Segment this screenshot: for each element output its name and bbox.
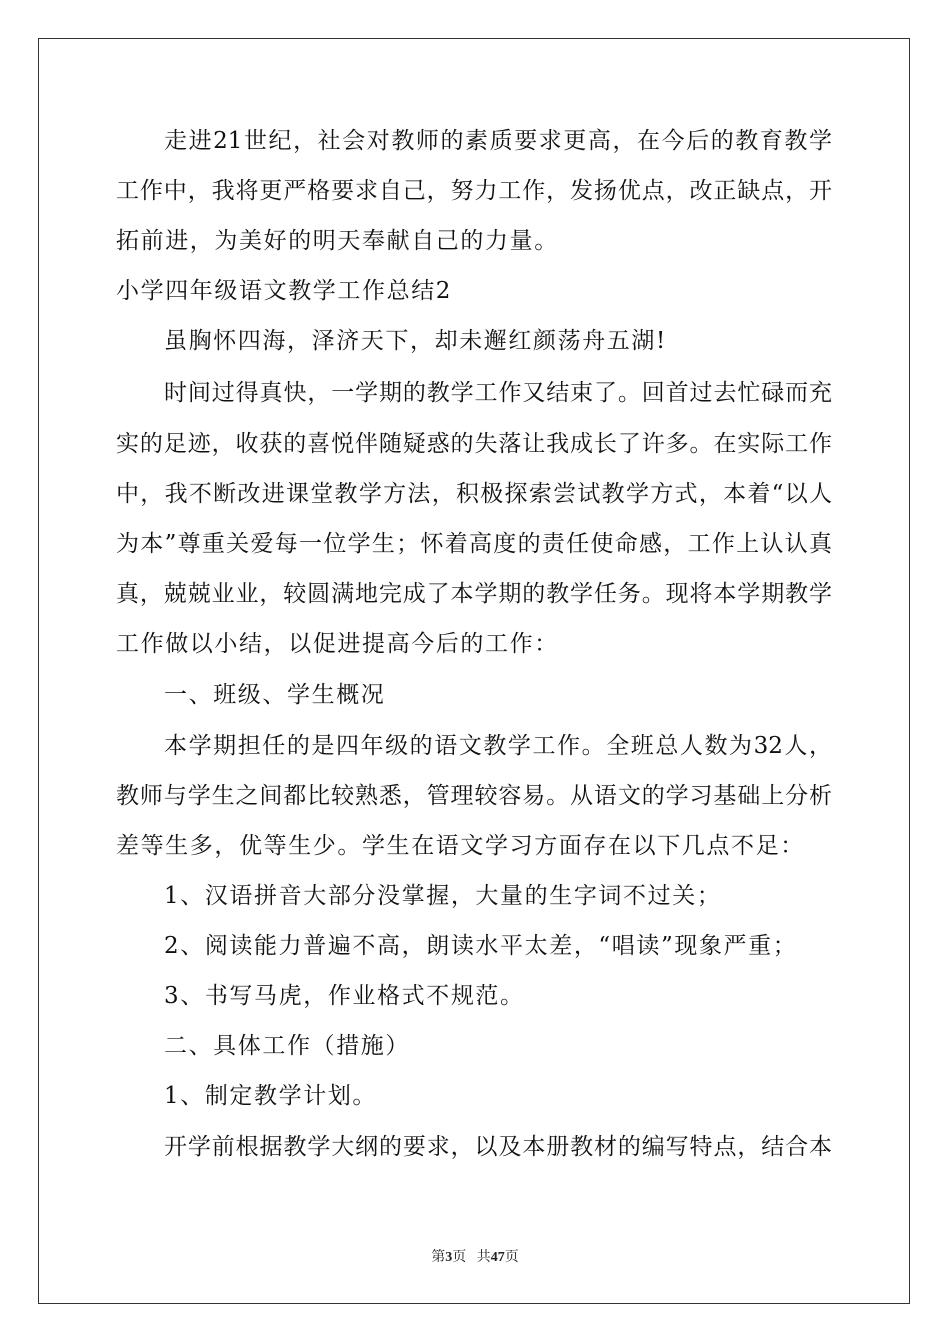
list-item: 1、制定教学计划。 <box>164 1083 378 1109</box>
list-item: 3、书写马虎，作业格式不规范。 <box>164 983 525 1009</box>
footer-suffix: 页 <box>504 1250 519 1265</box>
footer-middle: 页 共 <box>452 1250 491 1265</box>
section-title: 小学四年级语文教学工作总结2 <box>116 278 453 304</box>
footer-page-number: 3 <box>445 1250 453 1265</box>
text-line: 工作做以小结，以促进提高今后的工作： <box>116 631 559 657</box>
text-line: 本学期担任的是四年级的语文教学工作。全班总人数为32人， <box>164 733 832 759</box>
text-line: 差等生多，优等生少。学生在语文学习方面存在以下几点不足： <box>116 833 805 859</box>
text-line: 虽胸怀四海，泽济天下，却未邂红颜荡舟五湖! <box>164 328 667 354</box>
text-line: 中，我不断改进课堂教学方法，积极探索尝试教学方式，本着“以人 <box>116 481 832 507</box>
heading-line: 一、班级、学生概况 <box>164 682 386 708</box>
page-footer <box>0 1246 950 1266</box>
text-line: 为本”尊重关爱每一位学生；怀着高度的责任使命感，工作上认认真 <box>116 531 832 557</box>
text-line: 工作中，我将更严格要求自己，努力工作，发扬优点，改正缺点，开 <box>116 178 832 204</box>
text-line: 走进21世纪，社会对教师的素质要求更高，在今后的教育教学 <box>164 128 832 154</box>
text-line: 教师与学生之间都比较熟悉，管理较容易。从语文的学习基础上分析 <box>116 783 832 809</box>
list-item: 2、阅读能力普遍不高，朗读水平太差，“唱读”现象严重； <box>164 933 798 959</box>
list-item: 1、汉语拼音大部分没掌握，大量的生字词不过关； <box>164 883 722 909</box>
heading-line: 二、具体工作（措施） <box>164 1033 410 1059</box>
text-line: 拓前进，为美好的明天奉献自己的力量。 <box>116 228 559 254</box>
text-line: 开学前根据教学大纲的要求，以及本册教材的编写特点，结合本 <box>164 1134 832 1160</box>
footer-prefix: 第 <box>431 1250 446 1265</box>
text-line: 实的足迹，收获的喜悦伴随疑惑的失落让我成长了许多。在实际工作 <box>116 431 832 457</box>
text-line: 时间过得真快，一学期的教学工作又结束了。回首过去忙碌而充 <box>164 380 832 406</box>
footer-total-pages: 47 <box>490 1250 505 1265</box>
text-line: 真，兢兢业业，较圆满地完成了本学期的教学任务。现将本学期教学 <box>116 581 832 607</box>
